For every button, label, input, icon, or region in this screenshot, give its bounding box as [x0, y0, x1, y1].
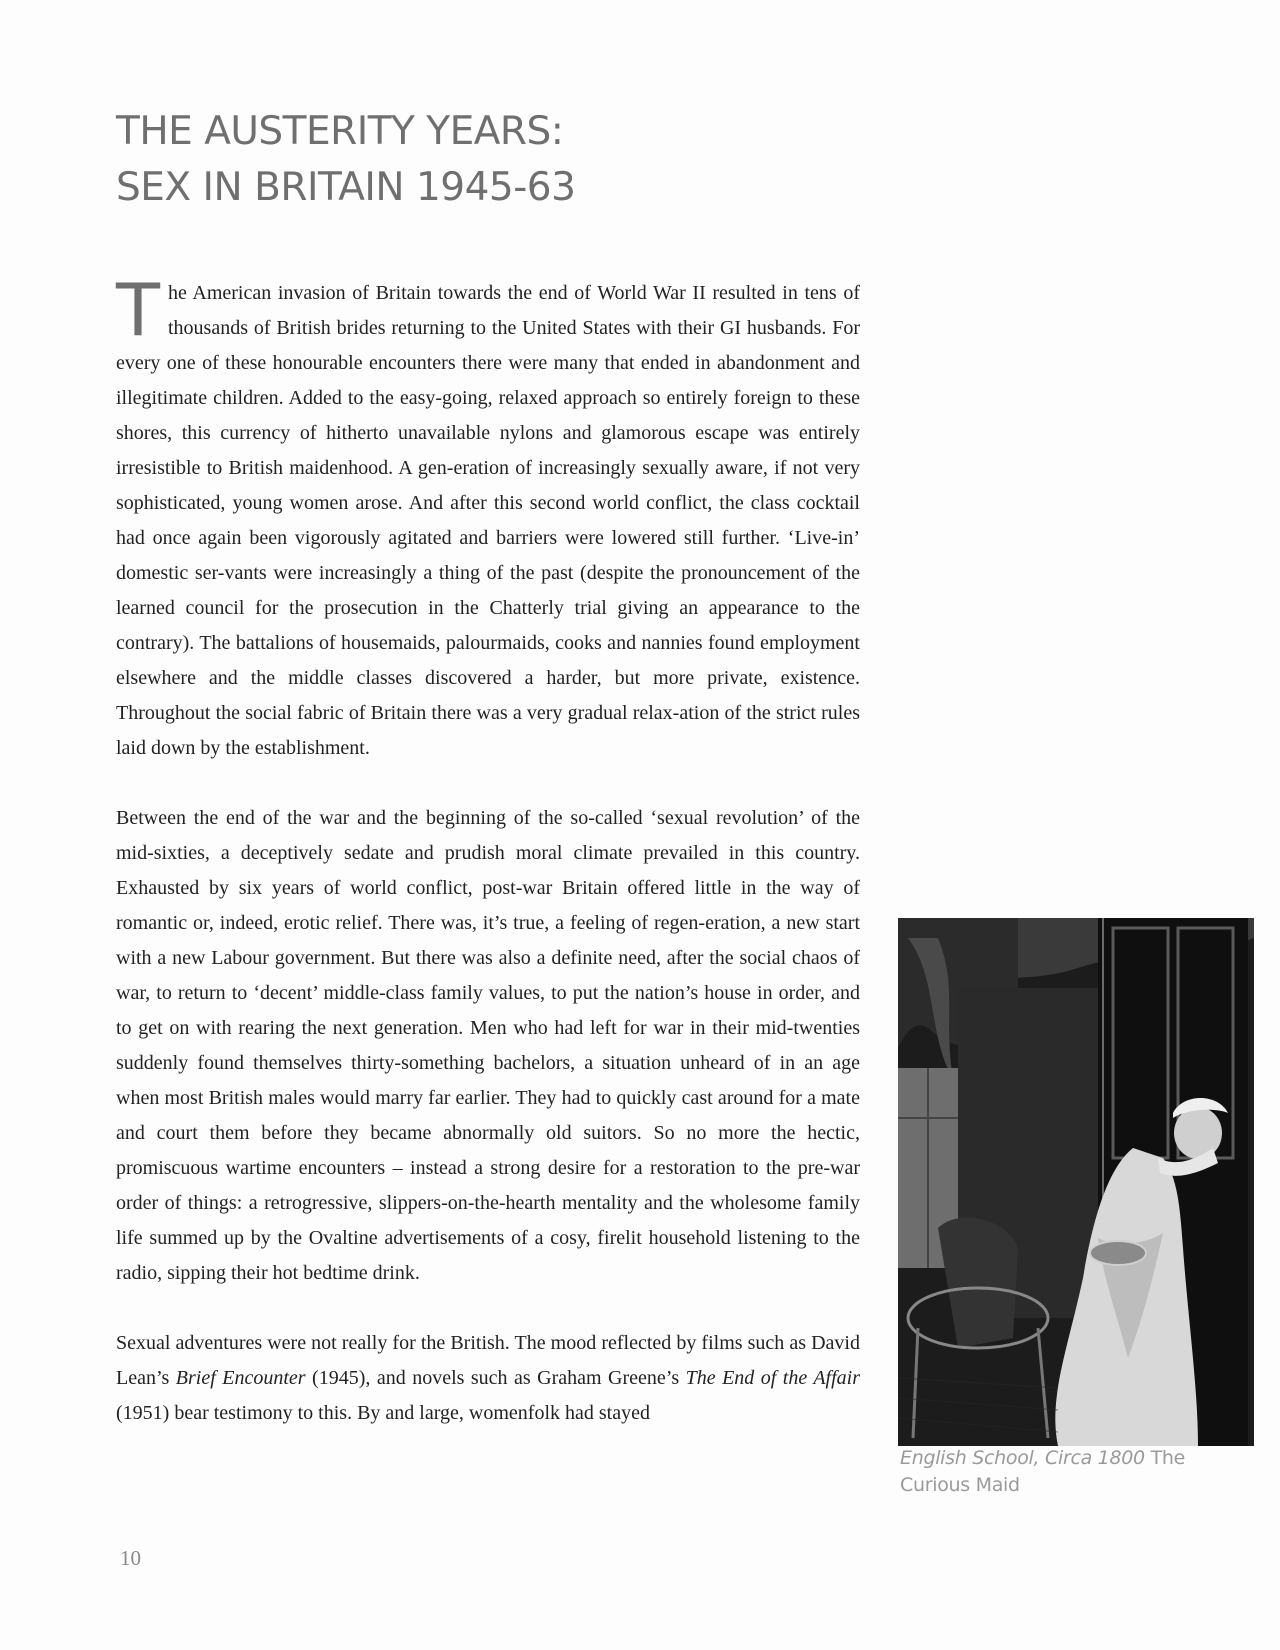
- paragraph-3-part-a: Sexual adventures were not really for the British. The mood reflected by films such as David Lean’s: [116, 1332, 860, 1389]
- paragraph-3-part-c: (1951) bear testimony to this. By and large, womenfolk had stayed: [116, 1402, 650, 1424]
- chapter-title-line-2: SEX IN BRITAIN 1945-63: [116, 165, 576, 210]
- illustration-caption: [900, 1445, 1240, 1499]
- chapter-title-line-1: THE AUSTERITY YEARS:: [116, 109, 564, 154]
- paragraph-1: [116, 268, 860, 766]
- page-number: 10: [120, 1546, 141, 1570]
- engraving-image: [898, 918, 1254, 1446]
- caption-attribution: English School, Circa 1800: [900, 1447, 1145, 1469]
- paragraph-3-part-b: (1945), and novels such as Graham Greene’s: [305, 1367, 686, 1389]
- drop-cap: T: [116, 268, 160, 352]
- illustration-curious-maid: [898, 918, 1254, 1446]
- paragraph-2: Between the end of the war and the beginning of the so-called ‘sexual revolution’ of the mid-sixties, a deceptively sedate and prudish moral climate prevailed in this country. Exhausted by six years of world conflict, post-war Britain offered little in the way of romantic or, indeed, erotic relief. There was, it’s true, a feeling of regen-eration, a new start with a new Labour government. But there was also a definite need, after the social chaos of war, to return to ‘decent’ middle-class family values, to put the nation’s house in order, and to get on with rearing the next generation. Men who had left for war in their mid-twenties suddenly found themselves thirty-something bachelors, a situation unheard of in an age when most British males would marry far earlier. They had to quickly cast around for a mate and court them before they became abnormally old suitors. So no more the hectic, promiscuous wartime encounters – instead a strong desire for a restoration to the pre-war order of things: a retrogressive, slippers-on-the-hearth mentality and the wholesome family life summed up by the Ovaltine advertisements of a cosy, firelit household listening to the radio, sipping their hot bedtime drink.: [116, 807, 860, 1284]
- paragraph-3: [116, 1326, 860, 1431]
- film-title: Brief Encounter: [175, 1367, 306, 1389]
- paragraph-1-text: he American invasion of Britain towards the end of World War II resulted in tens of thousands of British brides returning to the United States with their GI husbands. For every one of these honourable encounters there were many that ended in abandonment and illegitimate children. Added to the easy-going, relaxed approach so entirely foreign to these shores, this currency of hitherto unavailable nylons and glamorous escape was entirely irresistible to British maidenhood. A gen-eration of increasingly sexually aware, if not very sophisticated, young women arose. And after this second world conflict, the class cocktail had once again been vigorously agitated and barriers were lowered still further. ‘Live-in’ domestic ser-vants were increasingly a thing of the past (despite the pronouncement of the learned council for the prosecution in the Chatterly trial giving an appearance to the contrary). The battalions of housemaids, palourmaids, cooks and nannies found employment elsewhere and the middle classes discovered a harder, but more private, existence. Throughout the social fabric of Britain there was a very gradual relax-ation of the strict rules laid down by the establishment.: [116, 282, 860, 759]
- body-text: [116, 268, 861, 1466]
- caption-title: The Curious Maid: [900, 1447, 1186, 1496]
- novel-title: The End of the Affair: [685, 1367, 861, 1389]
- chapter-title: [116, 104, 816, 216]
